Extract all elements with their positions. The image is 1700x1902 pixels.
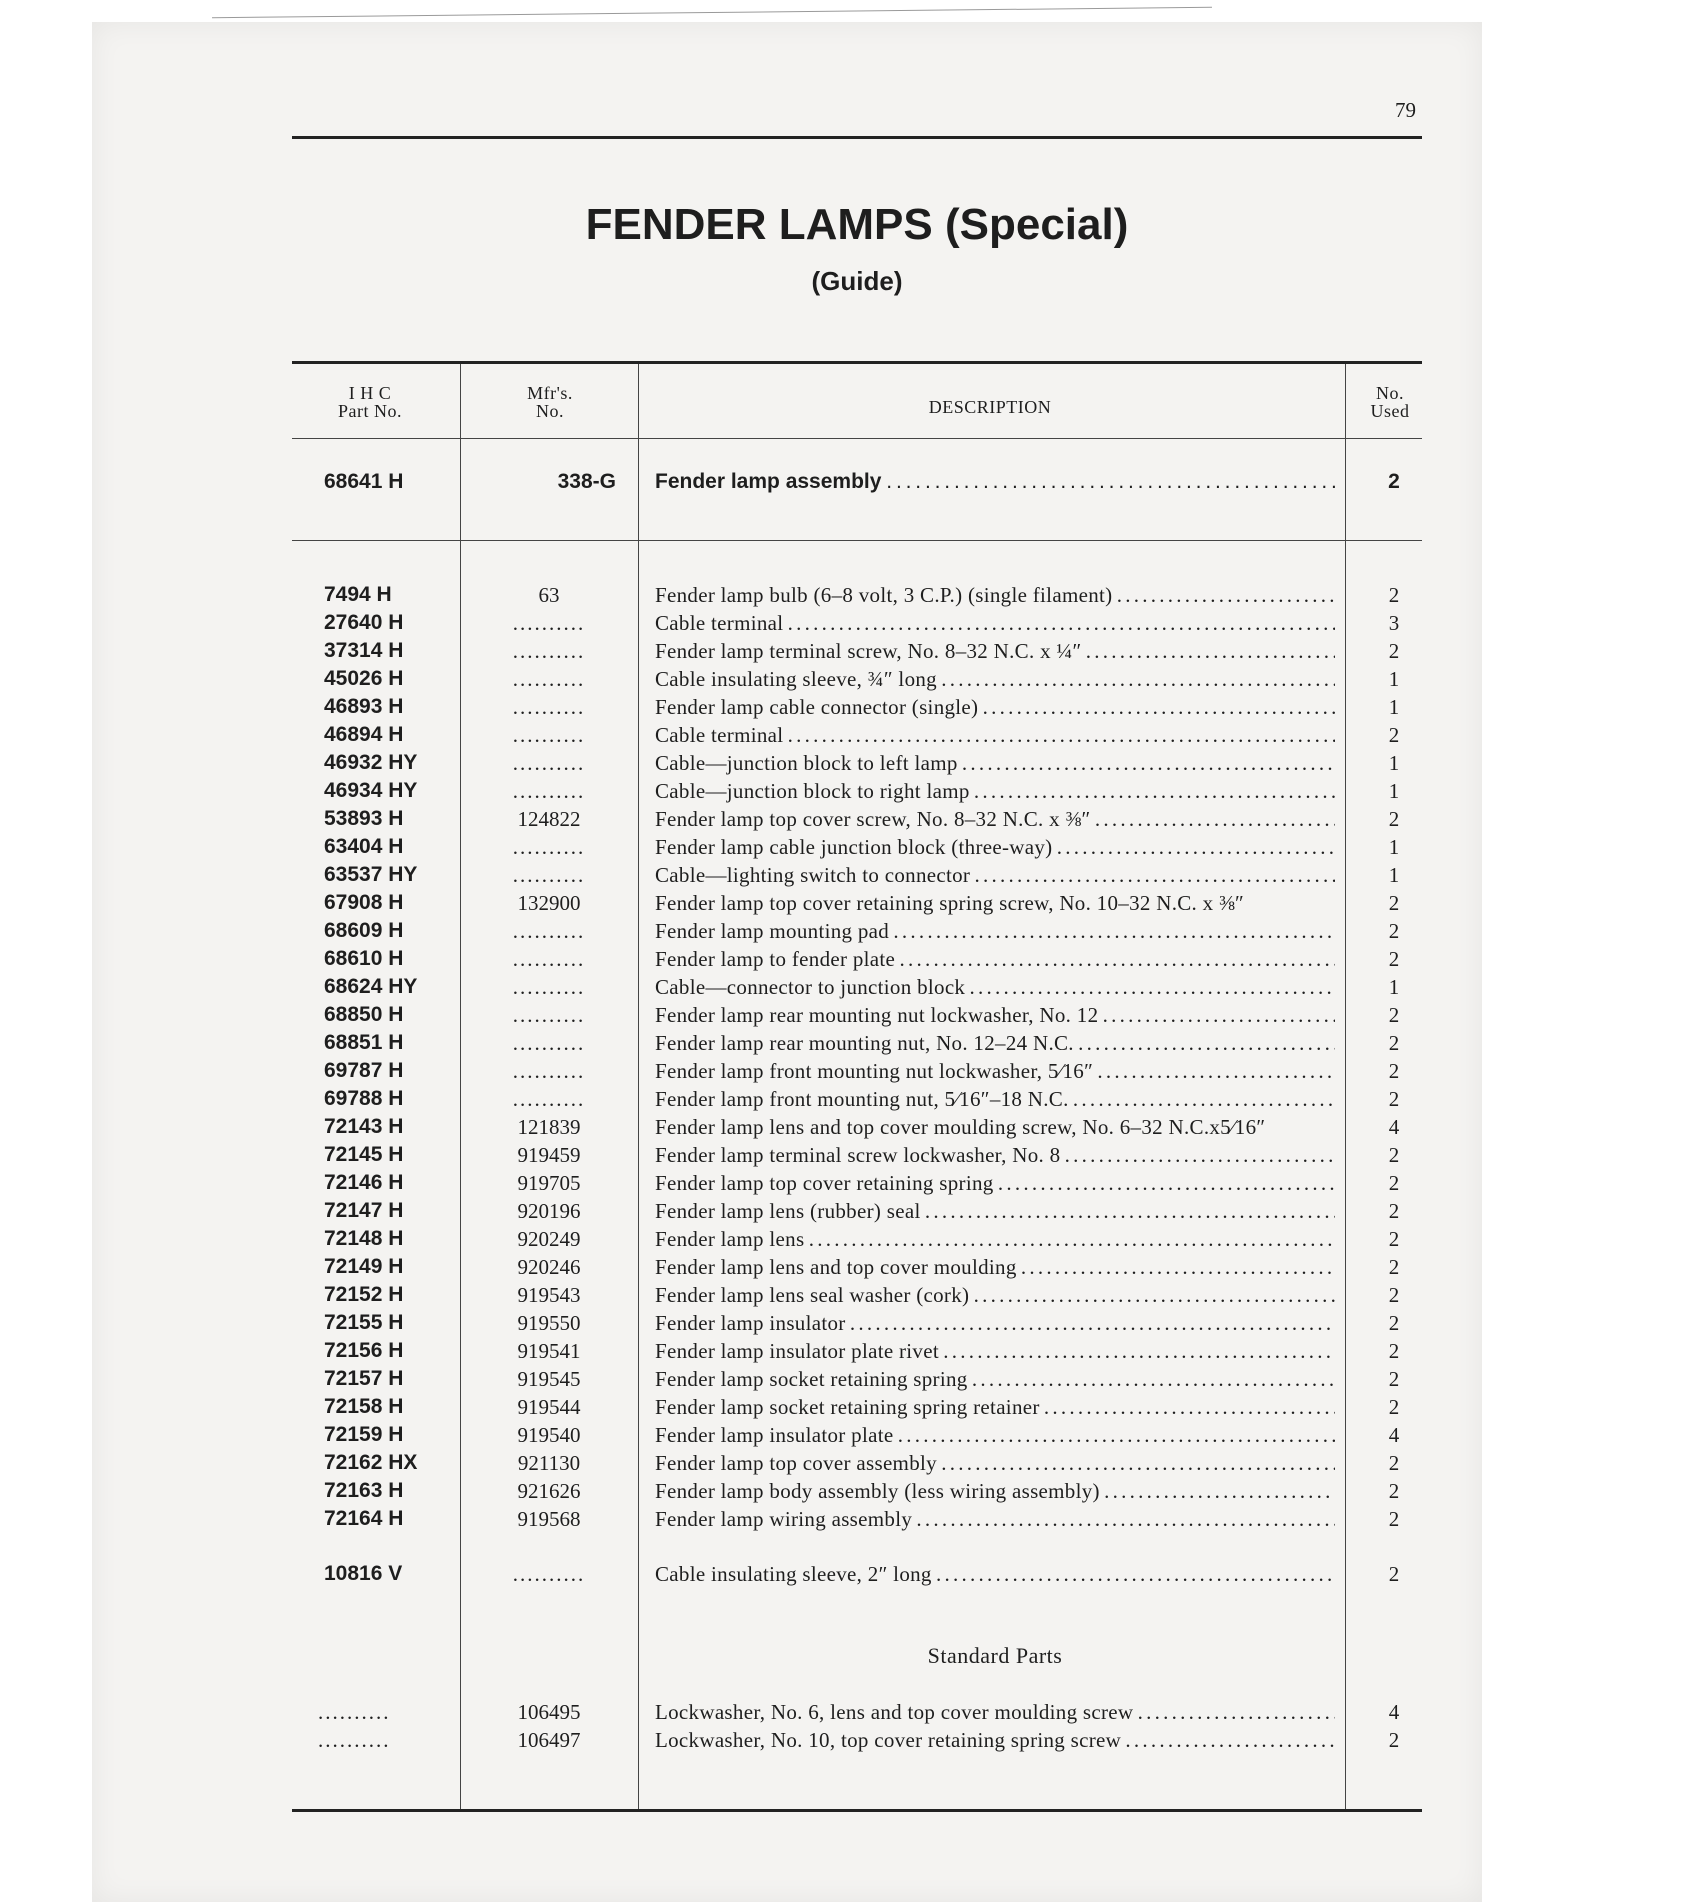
parts-row — [0, 751, 1700, 779]
part-description: Cable—junction block to right lamp . . . — [655, 779, 1335, 804]
part-mfr-no: 919705 — [517, 1171, 581, 1195]
part-mfr-no: 919541 — [517, 1339, 581, 1363]
part-used: 2 — [1388, 1143, 1400, 1167]
part-mfr-no: .......... — [512, 723, 586, 747]
part-mfr-no: 919544 — [517, 1395, 581, 1419]
parts-row — [0, 1171, 1700, 1199]
part-description: Cable—junction block to left lamp . . . — [655, 751, 1335, 776]
part-ihc-no: 72147 H — [324, 1199, 404, 1222]
part-mfr-no: .......... — [512, 695, 586, 719]
header-used-line2: Used — [1370, 401, 1410, 421]
part-description: Fender lamp rear mounting nut, No. 12–24 N.C. . . . — [655, 1031, 1335, 1056]
part-used: 2 — [1388, 1087, 1400, 1111]
part-used: 2 — [1388, 1507, 1400, 1531]
header-separator — [292, 438, 1422, 439]
part-description: Fender lamp wiring assembly . . . — [655, 1507, 1335, 1532]
standard-part-used: 4 — [1388, 1700, 1400, 1724]
parts-row — [0, 695, 1700, 723]
parts-row — [0, 947, 1700, 975]
part-ihc-no: 72155 H — [324, 1311, 404, 1334]
parts-row — [0, 1031, 1700, 1059]
part-mfr-no: .......... — [512, 667, 586, 691]
parts-row — [0, 779, 1700, 807]
part-description: Fender lamp lens seal washer (cork) . . . — [655, 1283, 1335, 1308]
part-used: 2 — [1388, 1311, 1400, 1335]
part-ihc-no: 72148 H — [324, 1227, 404, 1250]
part-description: Fender lamp lens . . . — [655, 1227, 1335, 1252]
standard-part-used: 2 — [1388, 1728, 1400, 1752]
header-mfr-no — [500, 384, 600, 420]
parts-row — [0, 1451, 1700, 1479]
part-description: Fender lamp socket retaining spring retainer . . . — [655, 1395, 1335, 1420]
part-used: 2 — [1388, 947, 1400, 971]
part-ihc-no: 69787 H — [324, 1059, 404, 1082]
part-used: 2 — [1388, 1003, 1400, 1027]
page-number: 79 — [1395, 98, 1416, 122]
part-used: 2 — [1388, 919, 1400, 943]
part-mfr-no: 919550 — [517, 1311, 581, 1335]
part-ihc-no: 69788 H — [324, 1087, 404, 1110]
part-used: 2 — [1388, 1227, 1400, 1251]
part-mfr-no: 919459 — [517, 1143, 581, 1167]
part-mfr-no: .......... — [512, 1003, 586, 1027]
part-description: Fender lamp lens and top cover moulding . . . — [655, 1255, 1335, 1280]
part-used: 2 — [1388, 1283, 1400, 1307]
part-ihc-no: 67908 H — [324, 891, 404, 914]
page-title: FENDER LAMPS (Special) — [585, 200, 1129, 249]
part-mfr-no: 921130 — [517, 1451, 581, 1475]
header-rule — [292, 136, 1422, 139]
part-description: Fender lamp cable junction block (three-way) . . . — [655, 835, 1335, 860]
part-mfr-no: .......... — [512, 947, 586, 971]
standard-part-description: Lockwasher, No. 10, top cover retaining spring screw . . . — [655, 1728, 1335, 1753]
header-no-used — [1350, 384, 1430, 420]
part-used: 2 — [1388, 639, 1400, 663]
part-mfr-no: .......... — [512, 1031, 586, 1055]
parts-row — [0, 1059, 1700, 1087]
part-used: 2 — [1388, 583, 1400, 607]
part-description: Fender lamp terminal screw, No. 8–32 N.C. x ¼″ . . . — [655, 639, 1335, 664]
part-ihc-no: 72143 H — [324, 1115, 404, 1138]
part-mfr-no: 919545 — [517, 1367, 581, 1391]
part-ihc-no: 46932 HY — [324, 751, 418, 774]
part-ihc-no: 72157 H — [324, 1367, 404, 1390]
part-mfr-no: .......... — [512, 639, 586, 663]
part-used: 2 — [1388, 891, 1400, 915]
standard-parts-heading: Standard Parts — [927, 1643, 1063, 1668]
part-ihc-no: 46934 HY — [324, 779, 418, 802]
part-used: 2 — [1388, 1255, 1400, 1279]
part-ihc-no: 46893 H — [324, 695, 404, 718]
part-used: 2 — [1388, 723, 1400, 747]
table-top-rule — [292, 361, 1422, 364]
part-used: 4 — [1388, 1423, 1400, 1447]
extra-part-used: 2 — [1388, 1562, 1400, 1586]
part-description: Fender lamp bulb (6–8 volt, 3 C.P.) (single filament) . . . — [655, 583, 1335, 608]
parts-row — [0, 975, 1700, 1003]
part-used: 4 — [1388, 1115, 1400, 1139]
part-used: 2 — [1388, 807, 1400, 831]
part-mfr-no: 132900 — [517, 891, 581, 915]
part-mfr-no: 121839 — [517, 1115, 581, 1139]
header-mfr-line2: No. — [536, 401, 564, 421]
part-used: 3 — [1388, 611, 1400, 635]
part-mfr-no: 921626 — [517, 1479, 581, 1503]
parts-row — [0, 611, 1700, 639]
standard-part-row — [0, 1700, 1700, 1728]
part-mfr-no: 920196 — [517, 1199, 581, 1223]
part-mfr-no: 919568 — [517, 1507, 581, 1531]
part-mfr-no: .......... — [512, 751, 586, 775]
part-ihc-no: 68624 HY — [324, 975, 418, 998]
part-ihc-no: 68610 H — [324, 947, 404, 970]
parts-row — [0, 1311, 1700, 1339]
part-description: Fender lamp rear mounting nut lockwasher, No. 12 . . . — [655, 1003, 1335, 1028]
header-mfr-line1: Mfr's. — [527, 383, 573, 403]
part-description: Fender lamp mounting pad . . . — [655, 919, 1335, 944]
header-ihc-line1: I H C — [348, 383, 392, 403]
header-used-line1: No. — [1376, 383, 1404, 403]
part-used: 2 — [1388, 1367, 1400, 1391]
parts-row — [0, 1143, 1700, 1171]
assembly-ihc-no: 68641 H — [324, 470, 404, 493]
extra-part-description: Cable insulating sleeve, 2″ long . . . — [655, 1562, 1335, 1587]
standard-part-mfr-no: 106495 — [517, 1700, 581, 1724]
extra-part-row — [0, 1562, 1700, 1590]
part-used: 1 — [1388, 779, 1400, 803]
assembly-row — [0, 470, 1700, 498]
part-mfr-no: .......... — [512, 1059, 586, 1083]
part-used: 2 — [1388, 1395, 1400, 1419]
part-ihc-no: 63537 HY — [324, 863, 418, 886]
part-description: Fender lamp insulator . . . — [655, 1311, 1335, 1336]
part-ihc-no: 27640 H — [324, 611, 404, 634]
part-used: 1 — [1388, 751, 1400, 775]
part-description: Cable—lighting switch to connector . . . — [655, 863, 1335, 888]
part-ihc-no: 68850 H — [324, 1003, 404, 1026]
part-used: 2 — [1388, 1199, 1400, 1223]
part-ihc-no: 72145 H — [324, 1143, 404, 1166]
parts-row — [0, 1479, 1700, 1507]
part-description: Fender lamp lens (rubber) seal . . . — [655, 1199, 1335, 1224]
parts-row — [0, 919, 1700, 947]
part-mfr-no: 63 — [538, 583, 560, 607]
part-mfr-no: 124822 — [517, 807, 581, 831]
part-description: Fender lamp top cover screw, No. 8–32 N.C. x ⅜″ . . . — [655, 807, 1335, 832]
part-mfr-no: .......... — [512, 863, 586, 887]
part-used: 1 — [1388, 835, 1400, 859]
header-ihc-part-no — [310, 384, 430, 420]
part-mfr-no: 920249 — [517, 1227, 581, 1251]
part-mfr-no: .......... — [512, 779, 586, 803]
part-ihc-no: 72146 H — [324, 1171, 404, 1194]
part-description: Fender lamp top cover retaining spring . . . — [655, 1171, 1335, 1196]
parts-row — [0, 1395, 1700, 1423]
part-ihc-no: 37314 H — [324, 639, 404, 662]
part-ihc-no: 45026 H — [324, 667, 404, 690]
part-description: Fender lamp body assembly (less wiring assembly) . . . — [655, 1479, 1335, 1504]
part-used: 2 — [1388, 1479, 1400, 1503]
parts-row — [0, 1255, 1700, 1283]
part-used: 1 — [1388, 695, 1400, 719]
part-ihc-no: 53893 H — [324, 807, 404, 830]
part-description: Fender lamp socket retaining spring . . . — [655, 1367, 1335, 1392]
extra-part-mfr-no: .......... — [512, 1562, 586, 1586]
parts-row — [0, 1087, 1700, 1115]
part-mfr-no: 920246 — [517, 1255, 581, 1279]
part-mfr-no: 919540 — [517, 1423, 581, 1447]
standard-part-ihc-no: .......... — [318, 1700, 391, 1724]
part-description: Cable—connector to junction block . . . — [655, 975, 1335, 1000]
page-edge-line — [212, 7, 1212, 18]
part-used: 2 — [1388, 1171, 1400, 1195]
parts-row — [0, 639, 1700, 667]
part-description: Fender lamp top cover assembly . . . — [655, 1451, 1335, 1476]
part-ihc-no: 68851 H — [324, 1031, 404, 1054]
part-mfr-no: 919543 — [517, 1283, 581, 1307]
part-description: Fender lamp lens and top cover moulding screw, No. 6–32 N.C.x5⁄16″ — [655, 1115, 1266, 1139]
part-description: Fender lamp front mounting nut, 5⁄16″–18 N.C. . . . — [655, 1087, 1335, 1112]
part-description: Fender lamp terminal screw lockwasher, No. 8 . . . — [655, 1143, 1335, 1168]
part-ihc-no: 72164 H — [324, 1507, 404, 1530]
part-used: 2 — [1388, 1451, 1400, 1475]
parts-row — [0, 807, 1700, 835]
parts-row — [0, 1227, 1700, 1255]
standard-part-description: Lockwasher, No. 6, lens and top cover moulding screw . . . — [655, 1700, 1335, 1725]
parts-row — [0, 891, 1700, 919]
assembly-used: 2 — [1388, 470, 1400, 493]
parts-row — [0, 1199, 1700, 1227]
part-description: Cable terminal . . . — [655, 611, 1335, 636]
parts-row — [0, 1115, 1700, 1143]
part-used: 2 — [1388, 1031, 1400, 1055]
parts-row — [0, 1507, 1700, 1535]
part-ihc-no: 72163 H — [324, 1479, 404, 1502]
part-ihc-no: 72149 H — [324, 1255, 404, 1278]
parts-row — [0, 1003, 1700, 1031]
extra-part-ihc-no: 10816 V — [324, 1562, 403, 1585]
part-used: 1 — [1388, 975, 1400, 999]
part-ihc-no: 7494 H — [324, 583, 392, 606]
part-ihc-no: 72159 H — [324, 1423, 404, 1446]
header-description: DESCRIPTION — [928, 397, 1052, 417]
assembly-description: Fender lamp assembly . . . — [655, 470, 1335, 494]
part-mfr-no: .......... — [512, 919, 586, 943]
part-mfr-no: .......... — [512, 611, 586, 635]
parts-row — [0, 863, 1700, 891]
part-used: 1 — [1388, 863, 1400, 887]
parts-row — [0, 667, 1700, 695]
part-description: Fender lamp cable connector (single) . . . — [655, 695, 1335, 720]
table-bottom-rule — [292, 1809, 1422, 1812]
assembly-mfr-no: 338-G — [557, 470, 616, 493]
part-ihc-no: 72162 HX — [324, 1451, 418, 1474]
part-description: Fender lamp to fender plate . . . — [655, 947, 1335, 972]
parts-row — [0, 1283, 1700, 1311]
parts-row — [0, 1423, 1700, 1451]
part-description: Fender lamp front mounting nut lockwasher, 5⁄16″ . . . — [655, 1059, 1335, 1084]
part-description: Fender lamp insulator plate . . . — [655, 1423, 1335, 1448]
part-used: 2 — [1388, 1059, 1400, 1083]
standard-part-mfr-no: 106497 — [517, 1728, 581, 1752]
parts-row — [0, 835, 1700, 863]
part-ihc-no: 72158 H — [324, 1395, 404, 1418]
part-ihc-no: 68609 H — [324, 919, 404, 942]
part-used: 2 — [1388, 1339, 1400, 1363]
parts-row — [0, 1339, 1700, 1367]
part-description: Cable insulating sleeve, ¾″ long . . . — [655, 667, 1335, 692]
assembly-separator — [292, 540, 1422, 541]
part-ihc-no: 63404 H — [324, 835, 404, 858]
part-ihc-no: 46894 H — [324, 723, 404, 746]
parts-row — [0, 583, 1700, 611]
parts-row — [0, 1367, 1700, 1395]
part-mfr-no: .......... — [512, 975, 586, 999]
part-mfr-no: .......... — [512, 835, 586, 859]
part-ihc-no: 72156 H — [324, 1339, 404, 1362]
parts-row — [0, 723, 1700, 751]
part-description: Fender lamp top cover retaining spring screw, No. 10–32 N.C. x ⅜″ — [655, 891, 1245, 915]
standard-part-ihc-no: .......... — [318, 1728, 391, 1752]
page-subtitle: (Guide) — [811, 266, 903, 296]
part-mfr-no: .......... — [512, 1087, 586, 1111]
part-used: 1 — [1388, 667, 1400, 691]
part-description: Fender lamp insulator plate rivet . . . — [655, 1339, 1335, 1364]
part-ihc-no: 72152 H — [324, 1283, 404, 1306]
standard-part-row — [0, 1728, 1700, 1756]
header-ihc-line2: Part No. — [338, 401, 402, 421]
part-description: Cable terminal . . . — [655, 723, 1335, 748]
